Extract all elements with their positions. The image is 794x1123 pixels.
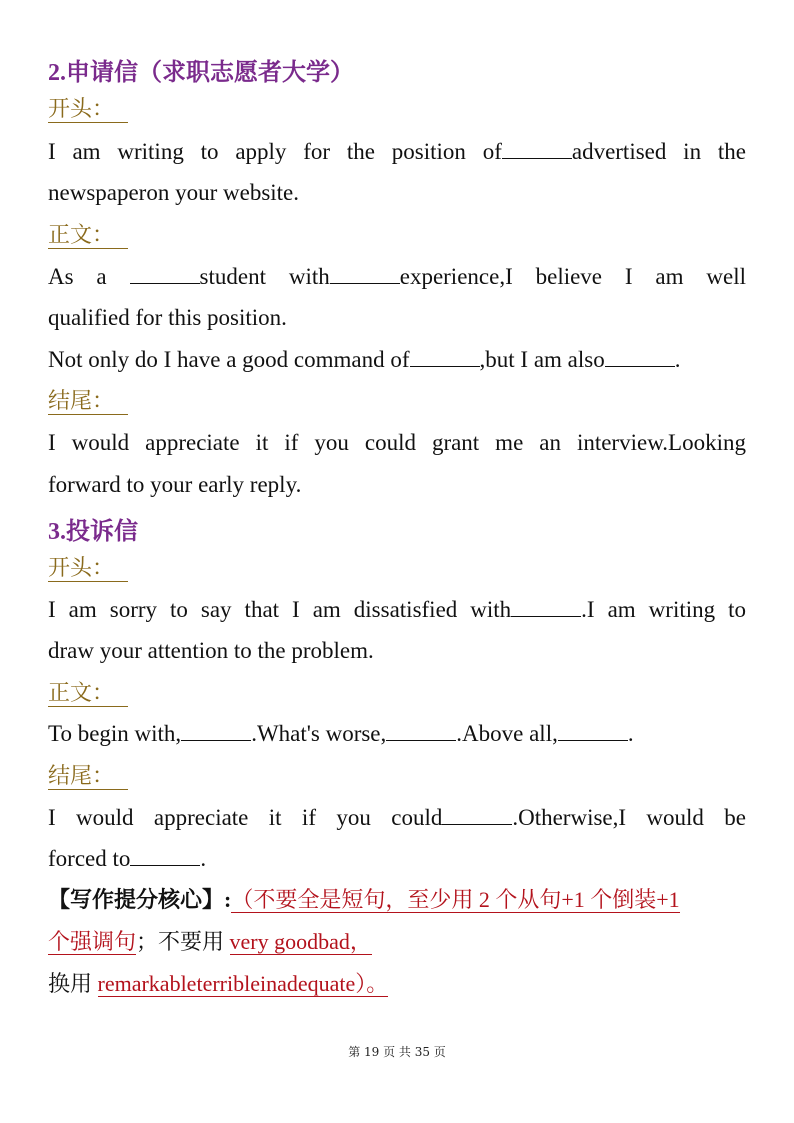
text-segment: ,but I am also bbox=[479, 347, 605, 372]
section-3-opening-heading: 开头： bbox=[48, 555, 128, 582]
fill-blank bbox=[442, 806, 512, 825]
fill-blank bbox=[558, 722, 628, 741]
text-segment: .Above all, bbox=[456, 721, 558, 746]
writing-tips-text: ；不要用 bbox=[136, 929, 225, 954]
section-3-closing-line-1 bbox=[48, 804, 746, 832]
text-segment: . bbox=[674, 347, 681, 372]
text-segment: forced to bbox=[48, 846, 131, 871]
text-segment: As a bbox=[48, 264, 107, 289]
writing-tips-advice: （不要全是短句，至少用 2 个从句+1 个倒装+1 bbox=[231, 887, 680, 912]
section-3-body-line-1 bbox=[48, 720, 746, 748]
writing-tips-avoid-words: very goodbad， bbox=[229, 929, 372, 954]
section-2-title: 2.申请信（求职志愿者大学） bbox=[48, 60, 354, 86]
section-3-body-heading: 正文： bbox=[48, 680, 128, 707]
writing-tips-label: 【写作提分核心】: bbox=[48, 887, 232, 912]
text-segment: .I am writing to bbox=[581, 597, 746, 622]
fill-blank bbox=[130, 847, 200, 866]
fill-blank bbox=[605, 348, 675, 367]
text-segment: advertised in the bbox=[571, 139, 746, 164]
fill-blank bbox=[410, 348, 480, 367]
fill-blank bbox=[181, 722, 251, 741]
section-2-body-line-2: qualified for this position. bbox=[48, 305, 287, 330]
section-3-closing-line-2 bbox=[48, 845, 746, 873]
fill-blank bbox=[130, 265, 200, 284]
section-2-body-line-1 bbox=[48, 263, 746, 291]
section-2-opening-line-1 bbox=[48, 138, 746, 166]
fill-blank bbox=[330, 265, 400, 284]
replacement-words: remarkableterribleinadequate bbox=[97, 971, 356, 996]
section-2-closing-line-1: I would appreciate it if you could grant me an interview.Looking bbox=[48, 430, 746, 455]
section-3-closing-heading: 结尾： bbox=[48, 763, 128, 790]
text-segment: To begin with, bbox=[48, 721, 182, 746]
writing-tips-line-3 bbox=[48, 970, 746, 998]
section-3-opening-line-2: draw your attention to the problem. bbox=[48, 638, 374, 663]
fill-blank bbox=[502, 140, 572, 159]
fill-blank bbox=[511, 598, 581, 617]
text-segment: experience,I believe I am well bbox=[399, 264, 746, 289]
text-segment: I am writing to apply for the position of bbox=[48, 139, 502, 164]
section-2-body-line-3 bbox=[48, 346, 746, 374]
section-3-opening-line-1 bbox=[48, 596, 746, 624]
text-segment: . bbox=[200, 846, 207, 871]
closing-paren: ）。 bbox=[355, 971, 389, 996]
text-segment: .What's worse, bbox=[251, 721, 387, 746]
writing-tips-replacement-words bbox=[98, 971, 389, 997]
section-2-closing-heading: 结尾： bbox=[48, 388, 128, 415]
text-segment: I would appreciate it if you could bbox=[48, 805, 443, 830]
section-2-opening-line-2: newspaperon your website. bbox=[48, 180, 300, 205]
text-segment: I am sorry to say that I am dissatisfied with bbox=[48, 597, 512, 622]
section-3-title: 3.投诉信 bbox=[48, 519, 138, 545]
section-2-body-heading: 正文： bbox=[48, 222, 128, 249]
writing-tips-emphasis: 个强调句 bbox=[48, 929, 137, 954]
writing-tips-line-1 bbox=[48, 886, 746, 914]
text-segment: student with bbox=[199, 264, 330, 289]
writing-tips-text: 换用 bbox=[48, 971, 93, 996]
fill-blank bbox=[386, 722, 456, 741]
text-segment: . bbox=[627, 721, 634, 746]
text-segment: .Otherwise,I would be bbox=[512, 805, 746, 830]
writing-tips-line-2 bbox=[48, 928, 746, 956]
page-number-footer: 第 19 页 共 35 页 bbox=[348, 1045, 446, 1059]
section-2-closing-line-2: forward to your early reply. bbox=[48, 472, 302, 497]
text-segment: Not only do I have a good command of bbox=[48, 347, 410, 372]
section-2-opening-heading: 开头： bbox=[48, 96, 128, 123]
